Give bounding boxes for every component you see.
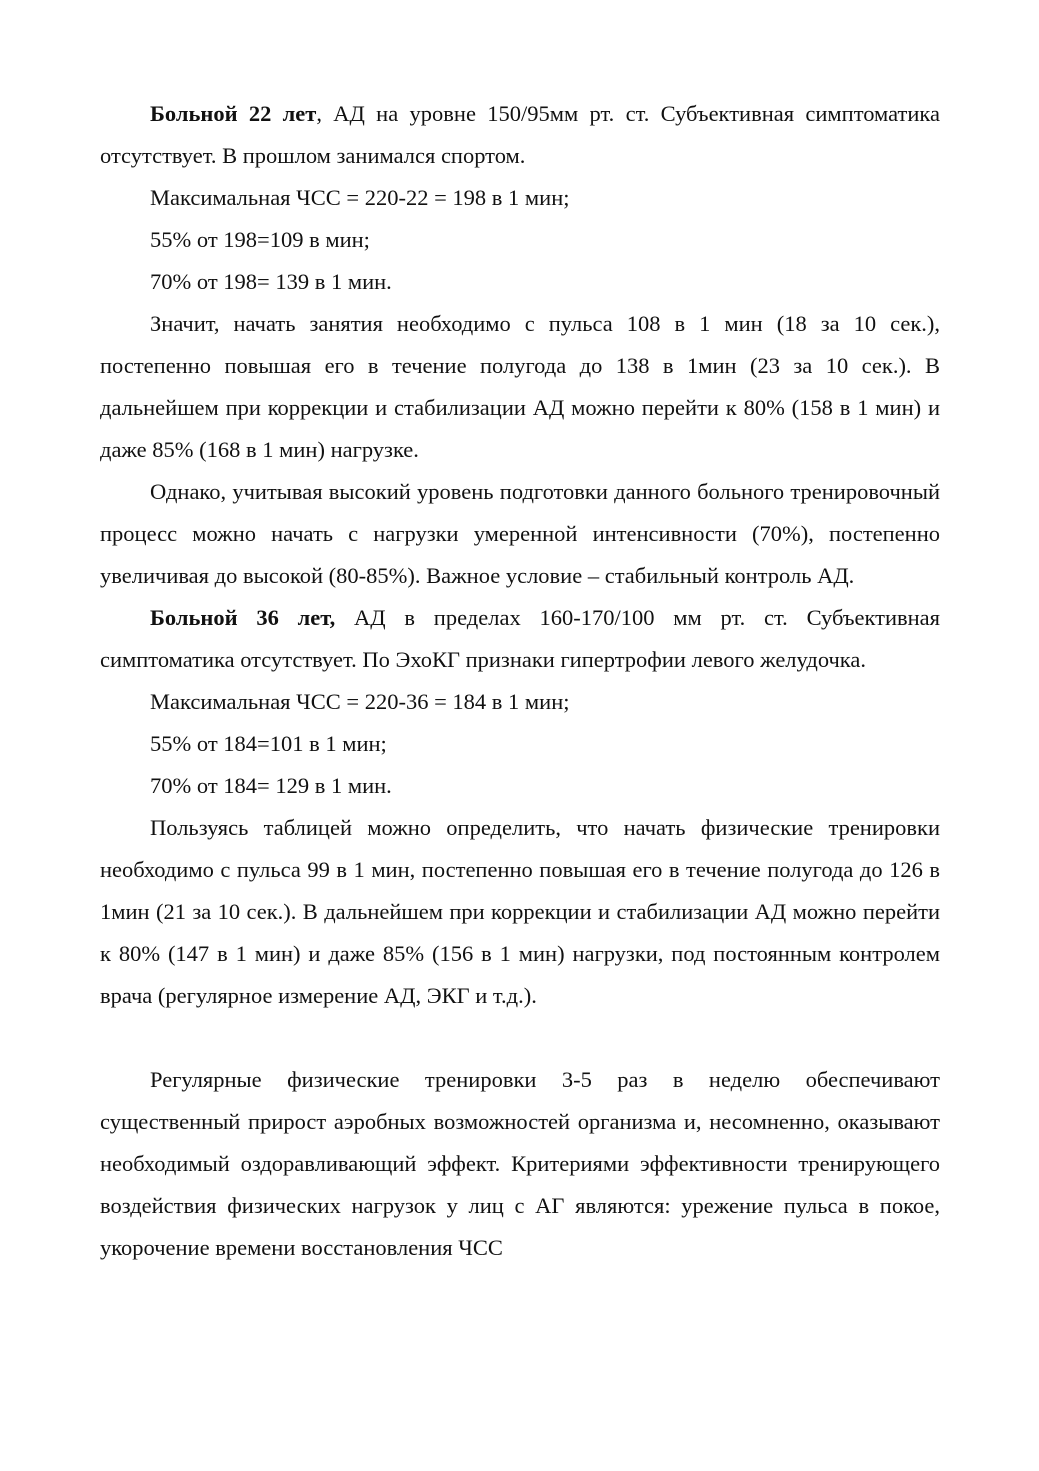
case2-label: Больной 36 лет,: [150, 605, 336, 630]
conclusion-paragraph: Регулярные физические тренировки 3-5 раз в неделю обеспечивают существенный прирост аэробных возможностей организма и, несомненно, оказывают необходимый оздоравливающий эффект. Критериями эффективности тренирующего воздействия физических нагрузок у лиц с АГ являются: урежение пульса в покое, укорочение времени восстановления ЧСС: [100, 1067, 940, 1260]
case2-table-paragraph: Пользуясь таблицей можно определить, что начать физические тренировки необходимо с пульса 99 в 1 мин, постепенно повышая его в течение полугода до 126 в 1мин (21 за 10 сек.). В дальнейшем при коррекции и стабилизации АД можно перейти к 80% (147 в 1 мин) и даже 85% (156 в 1 мин) нагрузки, под постоянным контролем врача (регулярное измерение АД, ЭКГ и т.д.).: [100, 815, 940, 1008]
case1-55-percent-line: 55% от 198=109 в мин;: [150, 227, 370, 252]
document-page: [100, 93, 940, 1269]
case1-70-percent-line: 70% от 198= 139 в 1 мин.: [150, 269, 392, 294]
case1-intro-paragraph: [100, 93, 940, 177]
case2-55-percent-line: 55% от 184=101 в 1 мин;: [150, 731, 387, 756]
case1-label: Больной 22 лет: [150, 101, 317, 126]
paragraph-gap: [100, 1017, 940, 1059]
case1-intro-text: , АД на уровне 150/95мм рт. ст. Субъективная симптоматика отсутствует. В прошлом занимался спортом.: [100, 101, 940, 168]
case2-70-percent-line: 70% от 184= 129 в 1 мин.: [150, 773, 392, 798]
case1-max-hr-line: Максимальная ЧСС = 220-22 = 198 в 1 мин;: [150, 185, 570, 210]
case2-max-hr-line: Максимальная ЧСС = 220-36 = 184 в 1 мин;: [150, 689, 570, 714]
case1-start-paragraph: Значит, начать занятия необходимо с пульса 108 в 1 мин (18 за 10 сек.), постепенно повышая его в течение полугода до 138 в 1мин (23 за 10 сек.). В дальнейшем при коррекции и стабилизации АД можно перейти к 80% (158 в 1 мин) и даже 85% (168 в 1 мин) нагрузке.: [100, 311, 940, 462]
case2-intro-paragraph: [100, 597, 940, 681]
case2-intro-text: АД в пределах 160-170/100 мм рт. ст. Субъективная симптоматика отсутствует. По ЭхоКГ признаки гипертрофии левого желудочка.: [100, 605, 941, 672]
case1-however-paragraph: Однако, учитывая высокий уровень подготовки данного больного тренировочный процесс можно начать с нагрузки умеренной интенсивности (70%), постепенно увеличивая до высокой (80-85%). Важное условие – стабильный контроль АД.: [100, 479, 940, 588]
